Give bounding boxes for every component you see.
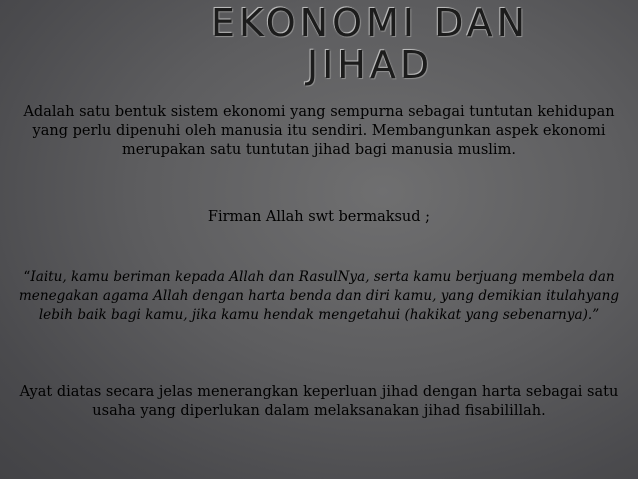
quote-open-mark: “ bbox=[23, 269, 31, 285]
title-line-2: JIHAD bbox=[306, 43, 434, 87]
quote-paragraph bbox=[14, 268, 624, 325]
paragraph-intro: Adalah satu bentuk sistem ekonomi yang sempurna sebagai tuntutan kehidupan yang perlu dipenuhi oleh manusia itu sendiri. Membangunkan aspek ekonomi merupakan satu tuntutan jihad bagi manusia muslim. bbox=[23, 104, 615, 158]
slide-title bbox=[120, 2, 620, 86]
quote-text: Iaitu, kamu beriman kepada Allah dan RasulNya, serta kamu berjuang membela dan menegakan agama Allah dengan harta benda dan diri kamu, yang demikian itulahyang lebih baik bagi kamu, jika kamu hendak mengetahui (hakikat yang sebenarnya).” bbox=[18, 269, 620, 323]
paragraph-firman: Firman Allah swt bermaksud ; bbox=[207, 209, 431, 225]
paragraph-conclusion: Ayat diatas secara jelas menerangkan keperluan jihad dengan harta sebagai satu usaha yang diperlukan dalam melaksanakan jihad fisabilillah. bbox=[19, 384, 619, 419]
title-line-1: EKONOMI DAN bbox=[210, 1, 530, 45]
